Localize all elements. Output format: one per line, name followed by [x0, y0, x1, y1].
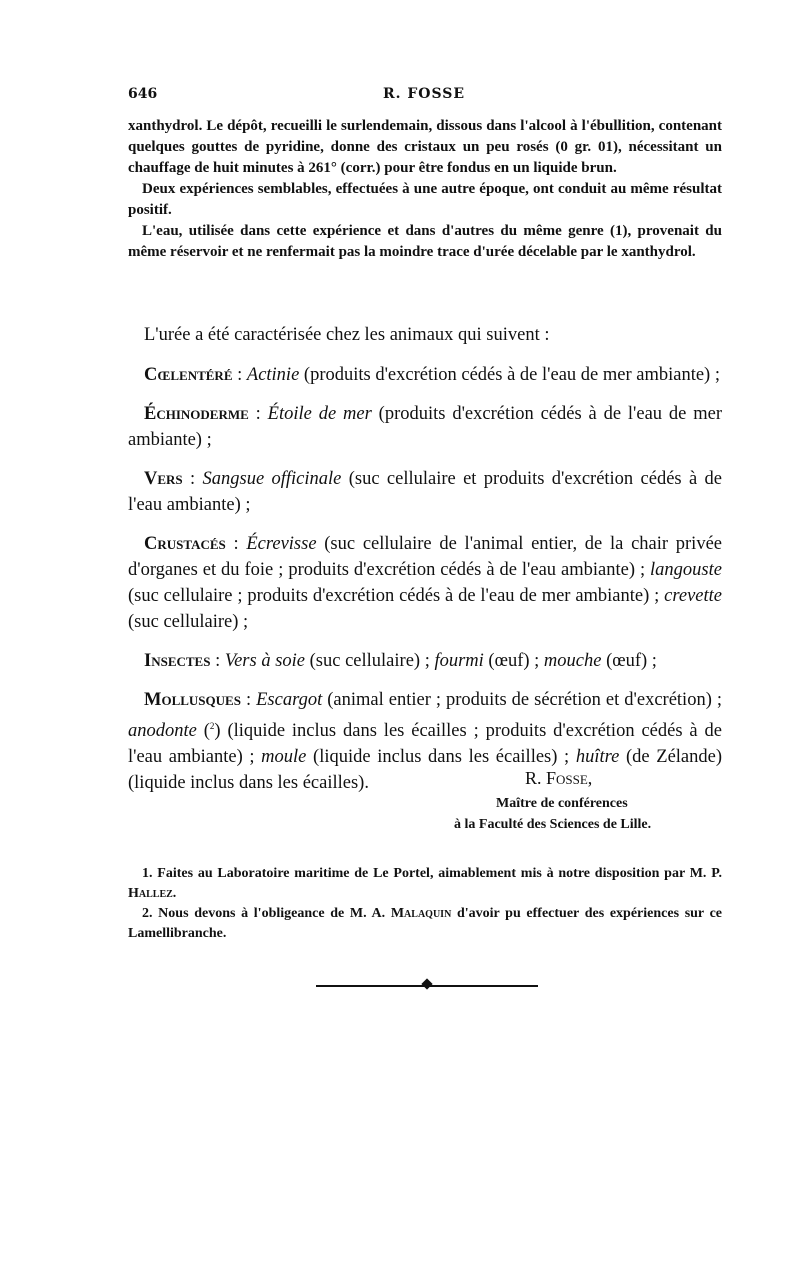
footnote-text: .: [172, 886, 177, 901]
entry-text: (suc cellulaire ; produits d'excrétion cédés à de l'eau de mer ambiante) ;: [128, 586, 665, 606]
author-affiliation: à la Faculté des Sciences de Lille.: [454, 817, 652, 832]
footnote: [128, 864, 722, 904]
person-name: Malaquin: [390, 906, 452, 921]
animal-name: Sangsue officinale: [202, 469, 342, 489]
intro-line: L'urée a été caractérisée chez les animaux qui suivent :: [144, 325, 550, 345]
paragraph: L'eau, utilisée dans cette expérience et dans d'autres du même genre (1), provenait du même réservoir et ne renfermait pas la moindre trace d'urée décelable par le xanthydrol.: [128, 223, 722, 260]
separator: :: [248, 404, 268, 424]
animal-name: mouche: [543, 651, 602, 671]
footnotes: [128, 864, 722, 944]
entry-text: (produits d'excrétion cédés à de l'eau de mer ambiante) ;: [299, 365, 720, 385]
group-name: Échinoderme: [144, 404, 249, 424]
separator: :: [232, 365, 247, 385]
animal-name: huître: [575, 747, 620, 768]
footnote-text: d'avoir pu effectuer des expériences sur ce Lamellibranche.: [128, 906, 723, 941]
page-number: 646: [128, 86, 158, 102]
group-name: Cœlentéré: [144, 365, 233, 385]
entry-text: (de Zélande) (liquide inclus dans les écailles).: [128, 747, 722, 794]
entry-mollusques: Mollusques : Escargot (animal entier ; produits de sécrétion et d'excrétion) ; anodonte ($^2$) (liquide inclus dans les écailles ; produits d'excrétion cédés à de l'eau ambiante) ; moule (liquide inclus dans les écailles) ; huître (de Zélande) (liquide inclus dans les écailles).: [128, 690, 722, 794]
entry-text: (animal entier ; produits de sécrétion et d'excrétion) ;: [322, 690, 722, 710]
footnote: [128, 904, 722, 944]
animal-name: anodonte: [128, 721, 197, 742]
animal-name: Écrevisse: [246, 534, 317, 554]
diamond-ornament-icon: [421, 978, 432, 989]
paragraph: Deux expériences semblables, effectuées à une autre époque, ont conduit au même résultat positif.: [128, 181, 722, 218]
entry-vers: [128, 466, 722, 518]
animal-name: moule: [261, 747, 307, 768]
group-name: Insectes: [144, 651, 211, 671]
paragraph: xanthydrol. Le dépôt, recueilli le surlendemain, dissous dans l'alcool à l'ébullition, contenant quelques gouttes de pyridine, donne des cristaux un peu rosés (0 gr. 01), nécessitant un chauffage de huit minutes à 261° (corr.) pour être fondus en un liquide brun.: [128, 118, 722, 176]
entry-text: (suc cellulaire) ;: [305, 651, 435, 671]
entry-text: (œuf) ;: [483, 651, 544, 671]
entry-text: (œuf) ;: [601, 651, 657, 671]
person-name: Hallez: [128, 886, 173, 901]
animal-name: crevette: [664, 586, 722, 606]
separator: :: [240, 690, 257, 710]
separator: :: [225, 534, 247, 554]
experiment-text: [128, 116, 722, 263]
entry-insectes: [128, 648, 722, 674]
group-name: Vers: [144, 469, 183, 489]
entry-text: (suc cellulaire et produits d'excrétion cédés à de l'eau ambiante) ;: [128, 469, 722, 515]
group-name: Crustacés: [144, 534, 226, 554]
running-head: R. FOSSE: [382, 86, 466, 102]
footnote-text: 2. Nous devons à l'obligeance de M. A.: [142, 906, 391, 921]
animal-list: [128, 322, 722, 809]
footnote-ref: 2: [209, 721, 215, 731]
entry-coelentere: [128, 362, 722, 388]
animal-name: Étoile de mer: [267, 404, 372, 424]
entry-text: (liquide inclus dans les écailles) ;: [306, 747, 576, 768]
entry-text: (produits d'excrétion cédés à de l'eau de mer ambiante) ;: [128, 404, 722, 450]
animal-name: fourmi: [434, 651, 484, 671]
animal-name: Actinie: [246, 365, 300, 385]
animal-name: langouste: [650, 560, 722, 580]
entry-echinoderme: [128, 401, 722, 453]
entry-crustaces: [128, 531, 722, 635]
separator: :: [210, 651, 225, 671]
entry-text: (liquide inclus dans les écailles ; produits d'excrétion cédés à de l'eau ambiante) ;: [128, 721, 722, 768]
separator: :: [182, 469, 203, 489]
entry-text: (suc cellulaire de l'animal entier, de la chair privée d'organes et du foie ; produits d'excrétion cédés à de l'eau ambiante) ;: [128, 534, 722, 580]
group-name: Mollusques: [144, 690, 241, 710]
footnote-text: 1. Faites au Laboratoire maritime de Le Portel, aimablement mis à notre disposition par M. P.: [142, 866, 722, 881]
entry-text: (suc cellulaire) ;: [128, 612, 249, 632]
animal-name: Vers à soie: [224, 651, 306, 671]
page-header: [128, 86, 720, 108]
author-title: Maître de conférences: [496, 796, 628, 811]
author-name: R. Fosse,: [525, 768, 593, 788]
animal-name: Escargot: [256, 690, 323, 710]
